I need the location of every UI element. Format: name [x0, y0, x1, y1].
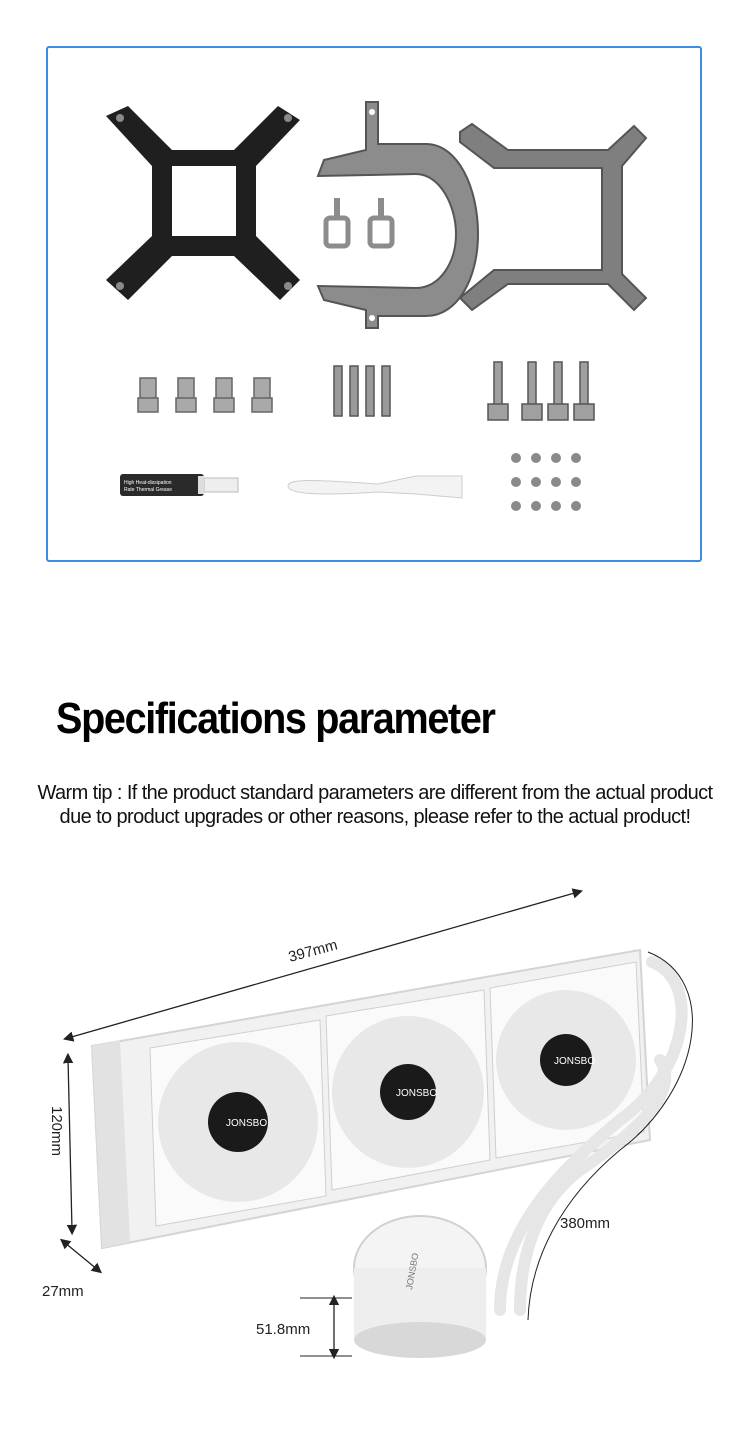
length-label: 397mm — [286, 936, 340, 966]
fan-middle — [326, 990, 490, 1190]
pump-height-label: 51.8mm — [256, 1321, 311, 1338]
pump-block — [354, 1216, 486, 1358]
dim-thickness — [42, 1242, 98, 1300]
standoffs — [334, 366, 390, 416]
spring-screws — [138, 378, 272, 412]
accessories-illustration — [48, 48, 700, 560]
tube-length-label: 380mm — [560, 1215, 611, 1232]
accessories-panel — [46, 46, 702, 562]
grease-label-line2: Rate Thermal Grease — [124, 487, 172, 493]
fan-right — [490, 962, 644, 1158]
fan-middle-logo: JONSBO — [396, 1088, 438, 1099]
height-label: 120mm — [48, 1106, 65, 1157]
fan-left-logo: JONSBO — [226, 1118, 268, 1129]
grease-spatula — [288, 476, 462, 498]
product-figure — [0, 870, 750, 1442]
mounting-clips — [326, 198, 392, 246]
warm-tip-line2: due to product upgrades or other reasons, please refer to the actual product! — [59, 806, 691, 828]
small-screws — [511, 453, 581, 511]
thumb-screws — [488, 362, 594, 420]
pump-logo: JONSBO — [404, 1252, 421, 1291]
grease-label-line1: High Heat-dissipation — [124, 480, 172, 486]
thickness-label: 27mm — [42, 1283, 84, 1300]
radiator — [92, 950, 650, 1248]
amd-bracket — [318, 102, 478, 328]
fan-left — [150, 1020, 326, 1226]
fan-right-logo: JONSBO — [554, 1056, 596, 1067]
dim-height — [48, 1058, 72, 1230]
warm-tip-line1: Warm tip : If the product standard parameters are different from the actual product — [37, 782, 713, 804]
intel-backplate — [106, 106, 300, 300]
page-title: Specifications parameter — [56, 694, 495, 743]
intel-bracket — [460, 124, 646, 310]
thermal-grease-syringe — [120, 474, 238, 496]
dim-pump-height — [256, 1298, 352, 1356]
